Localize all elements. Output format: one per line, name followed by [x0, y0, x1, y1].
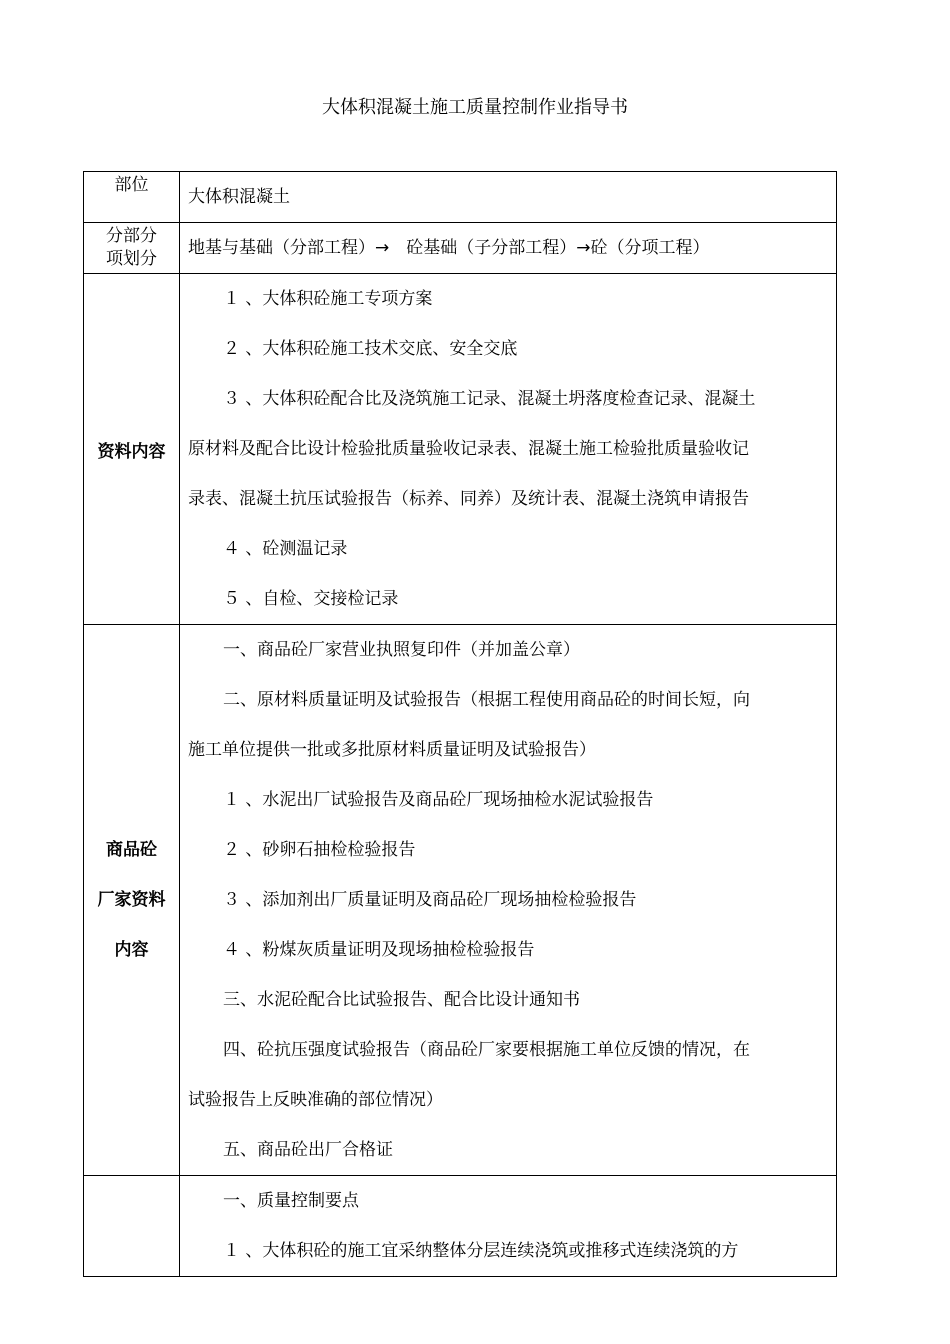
row-quality [84, 1176, 837, 1277]
row-part [84, 172, 837, 223]
value-quality [180, 1176, 837, 1277]
label-division: 分部分 项划分 [84, 223, 180, 274]
label-materials: 资料内容 [84, 274, 180, 625]
list-item: 五、商品砼出厂合格证 [223, 1140, 393, 1160]
list-item: １ 、水泥出厂试验报告及商品砼厂现场抽检水泥试验报告 [223, 790, 654, 810]
list-item: 试验报告上反映准确的部位情况） [188, 1090, 443, 1110]
row-supplier [84, 625, 837, 1176]
value-materials [180, 274, 837, 625]
value-part: 大体积混凝土 [180, 172, 837, 223]
list-item: ３ 、大体积砼配合比及浇筑施工记录、混凝土坍落度检查记录、混凝土 [223, 389, 756, 409]
row-division [84, 223, 837, 274]
list-item: ２ 、砂卵石抽检检验报告 [223, 840, 416, 860]
list-item: ４ 、粉煤灰质量证明及现场抽检检验报告 [223, 940, 535, 960]
list-item: 二、原材料质量证明及试验报告（根据工程使用商品砼的时间长短，向 [223, 690, 750, 710]
row-materials [84, 274, 837, 625]
list-item: ３ 、添加剂出厂质量证明及商品砼厂现场抽检检验报告 [223, 890, 637, 910]
label-quality [84, 1176, 180, 1277]
list-item: 三、水泥砼配合比试验报告、配合比设计通知书 [223, 990, 580, 1010]
value-supplier [180, 625, 837, 1176]
label-supplier: 商品砼 厂家资料 内容 [84, 625, 180, 1176]
document-title: 大体积混凝土施工质量控制作业指导书 [322, 97, 628, 118]
instruction-table [83, 171, 837, 1277]
list-item: 一、商品砼厂家营业执照复印件（并加盖公章） [223, 640, 580, 660]
list-item: 施工单位提供一批或多批原材料质量证明及试验报告） [188, 740, 596, 760]
list-item: 录表、混凝土抗压试验报告（标养、同养）及统计表、混凝土浇筑申请报告 [188, 489, 749, 509]
list-item: ５ 、自检、交接检记录 [223, 589, 399, 609]
list-item: 一、质量控制要点 [223, 1191, 359, 1211]
list-item: 原材料及配合比设计检验批质量验收记录表、混凝土施工检验批质量验收记 [188, 439, 749, 459]
list-item: ４ 、砼测温记录 [223, 539, 348, 559]
label-part: 部位 [84, 172, 180, 223]
list-item: 四、砼抗压强度试验报告（商品砼厂家要根据施工单位反馈的情况，在 [223, 1040, 750, 1060]
list-item: ２ 、大体积砼施工技术交底、安全交底 [223, 339, 518, 359]
list-item: １ 、大体积砼的施工宜采纳整体分层连续浇筑或推移式连续浇筑的方 [223, 1241, 739, 1261]
value-division: 地基与基础（分部工程）→ 砼基础（子分部工程）→砼（分项工程） [180, 223, 837, 274]
list-item: １ 、大体积砼施工专项方案 [223, 289, 433, 309]
